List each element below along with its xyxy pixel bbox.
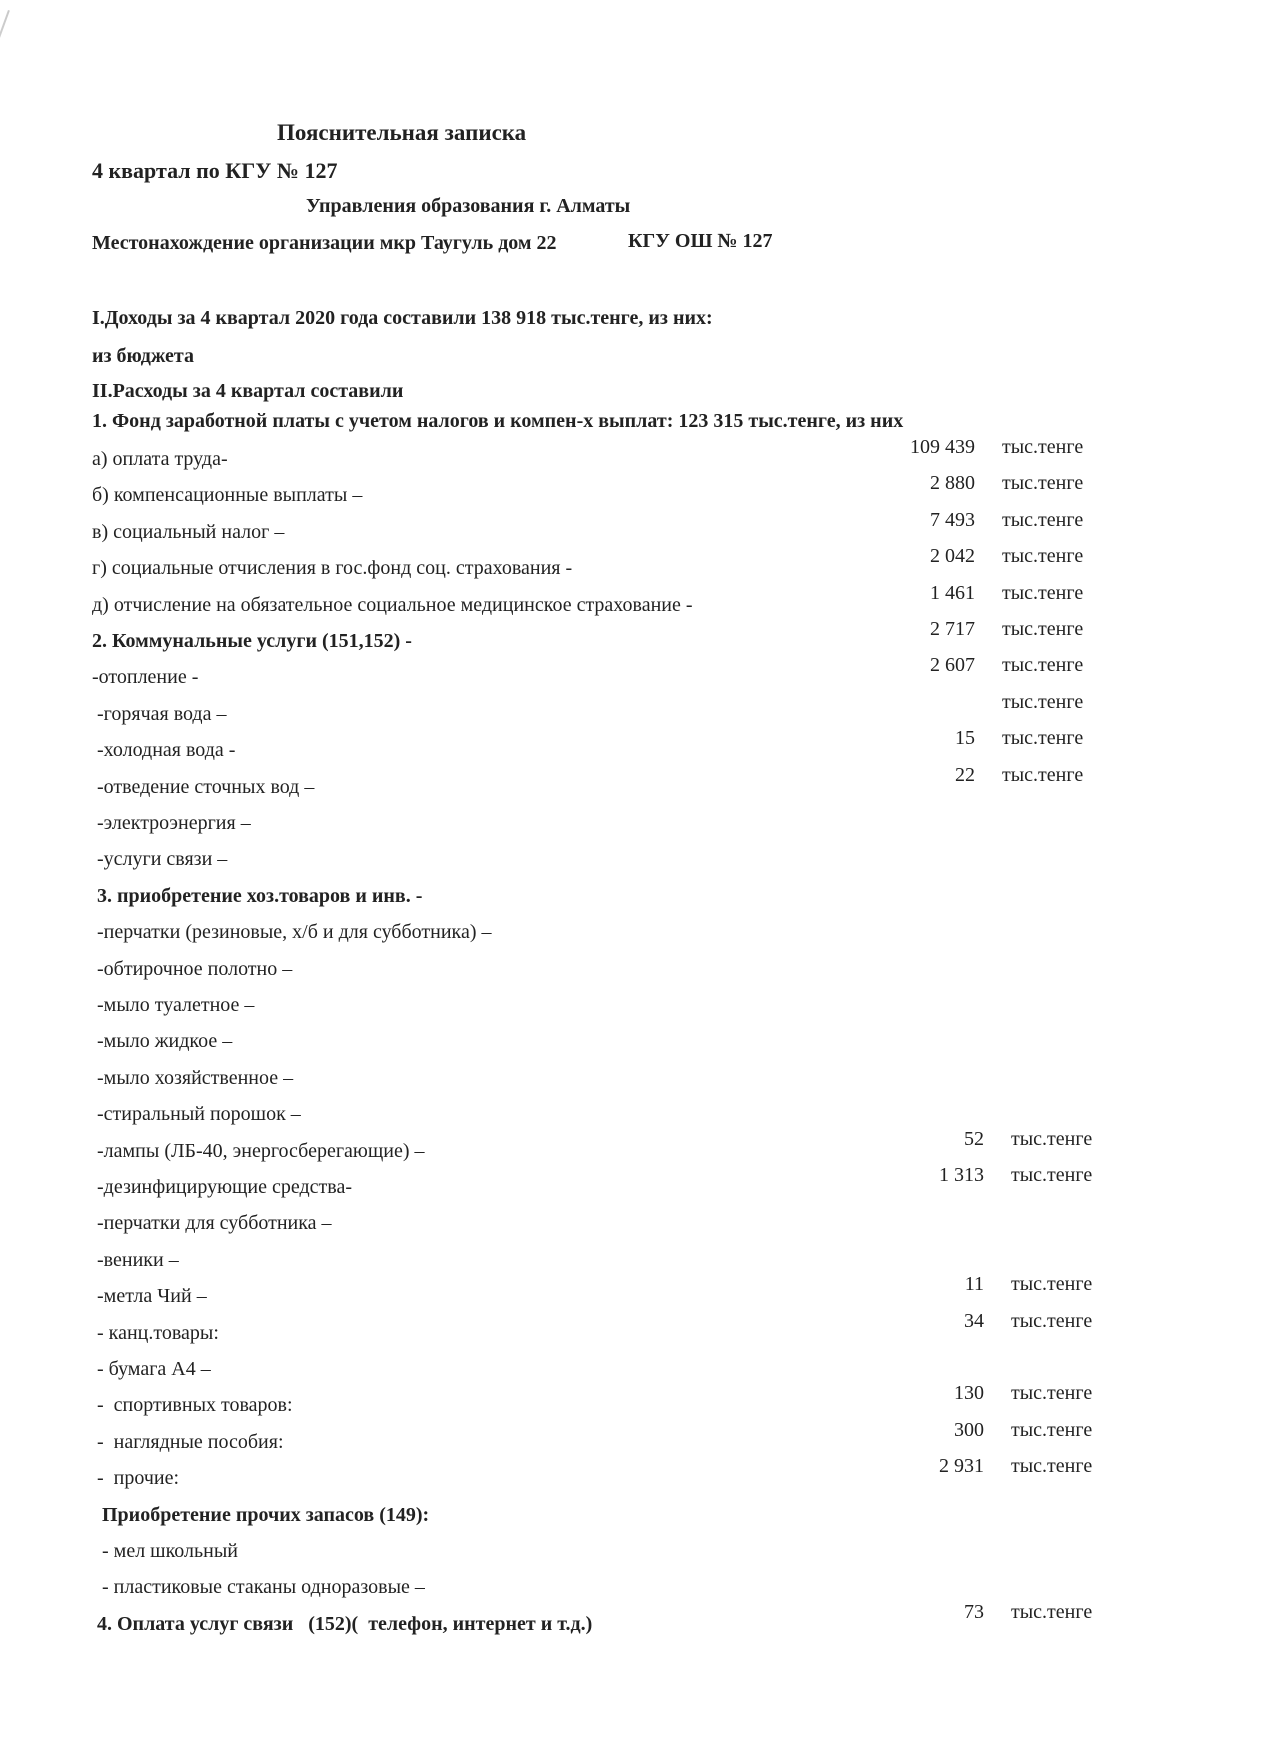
expense-value: 2 880 — [930, 472, 975, 494]
expense-value: 22 — [955, 764, 975, 786]
expense-value: 130 — [954, 1382, 984, 1404]
expense-label: - наглядные пособия: — [92, 1431, 284, 1453]
expense-label: - мел школьный — [92, 1540, 238, 1562]
expense-unit: тыс.тенге — [1002, 436, 1084, 458]
expense-value: 2 042 — [930, 545, 975, 567]
expense-value: 2 717 — [930, 618, 975, 640]
expense-value: 1 461 — [930, 582, 975, 604]
expense-label: - канц.товары: — [92, 1322, 219, 1344]
expense-value: 52 — [964, 1128, 984, 1150]
expense-label: -перчатки (резиновые, х/б и для субботника) – — [92, 921, 492, 943]
expense-unit: тыс.тенге — [1002, 691, 1084, 713]
expense-label: -метла Чий – — [92, 1285, 207, 1307]
expense-label: д) отчисление на обязательное социальное медицинское страхование - — [92, 594, 693, 616]
expense-label: -мыло туалетное – — [92, 994, 255, 1016]
expense-unit: тыс.тенге — [1011, 1128, 1093, 1150]
expense-unit: тыс.тенге — [1011, 1419, 1093, 1441]
expense-label: 4. Оплата услуг связи (152)( телефон, интернет и т.д.) — [92, 1613, 593, 1635]
expense-unit: тыс.тенге — [1002, 545, 1084, 567]
expense-unit: тыс.тенге — [1002, 472, 1084, 494]
expense-label: -мыло жидкое – — [92, 1030, 233, 1052]
expense-value: 2 931 — [939, 1455, 984, 1477]
expense-value: 15 — [955, 727, 975, 749]
expense-value: 2 607 — [930, 654, 975, 676]
expense-value: 7 493 — [930, 509, 975, 531]
expense-label: 2. Коммунальные услуги (151,152) - — [92, 630, 412, 652]
expense-label: -холодная вода - — [92, 739, 236, 761]
document-subtitle: 4 квартал по КГУ № 127 — [92, 158, 338, 183]
expense-label: -электроэнергия – — [92, 812, 251, 834]
expense-label: -дезинфицирующие средства- — [92, 1176, 352, 1198]
document-title: Пояснительная записка — [277, 120, 527, 145]
expense-value: 1 313 — [939, 1164, 984, 1186]
expense-label: -услуги связи – — [92, 848, 228, 870]
expense-unit: тыс.тенге — [1011, 1310, 1093, 1332]
expense-label: -перчатки для субботника – — [92, 1212, 332, 1234]
expense-unit: тыс.тенге — [1002, 509, 1084, 531]
expense-unit: тыс.тенге — [1002, 618, 1084, 640]
expense-label: в) социальный налог – — [92, 521, 285, 543]
expense-label: - прочие: — [92, 1467, 180, 1489]
expense-unit: тыс.тенге — [1011, 1164, 1093, 1186]
expense-value: 73 — [964, 1601, 984, 1623]
expense-unit: тыс.тенге — [1002, 654, 1084, 676]
payroll-heading: 1. Фонд заработной платы с учетом налогов и компен-х выплат: 123 315 тыс.тенге, из них — [92, 410, 904, 432]
expense-value: 34 — [964, 1310, 984, 1332]
department-name: Управления образования г. Алматы — [306, 195, 631, 217]
org-code: КГУ ОШ № 127 — [628, 230, 773, 252]
expense-unit: тыс.тенге — [1002, 764, 1084, 786]
location-line: Местонахождение организации мкр Таугуль дом 22 — [92, 232, 557, 254]
income-line: I.Доходы за 4 квартал 2020 года составили 138 918 тыс.тенге, из них: — [92, 307, 713, 329]
income-source: из бюджета — [92, 345, 195, 367]
expense-unit: тыс.тенге — [1011, 1273, 1093, 1295]
expense-label: -веники – — [92, 1249, 179, 1271]
expense-label: -отведение сточных вод – — [92, 776, 315, 798]
expense-label: -мыло хозяйственное – — [92, 1067, 294, 1089]
expense-label: -обтирочное полотно – — [92, 958, 293, 980]
expense-unit: тыс.тенге — [1011, 1382, 1093, 1404]
expense-label: - бумага А4 – — [92, 1358, 211, 1380]
expense-label: а) оплата труда- — [92, 448, 228, 470]
expense-label: -лампы (ЛБ-40, энергосберегающие) – — [92, 1140, 425, 1162]
expense-label: -стиральный порошок – — [92, 1103, 301, 1125]
expense-value: 11 — [964, 1273, 984, 1295]
expenses-heading: II.Расходы за 4 квартал составили — [92, 380, 404, 402]
expense-label: 3. приобретение хоз.товаров и инв. - — [92, 885, 423, 907]
expense-label: - спортивных товаров: — [92, 1394, 293, 1416]
expense-label: г) социальные отчисления в гос.фонд соц. страхования - — [92, 557, 573, 579]
expense-label: - пластиковые стаканы одноразовые – — [92, 1576, 425, 1598]
expense-unit: тыс.тенге — [1011, 1601, 1093, 1623]
scan-artifact — [0, 10, 10, 189]
expense-label: Приобретение прочих запасов (149): — [92, 1504, 430, 1526]
expense-unit: тыс.тенге — [1011, 1455, 1093, 1477]
expense-value: 109 439 — [910, 436, 975, 458]
expense-label: б) компенсационные выплаты – — [92, 484, 363, 506]
expense-label: -отопление - — [92, 666, 199, 688]
expense-unit: тыс.тенге — [1002, 727, 1084, 749]
expense-label: -горячая вода – — [92, 703, 227, 725]
expense-unit: тыс.тенге — [1002, 582, 1084, 604]
expense-value: 300 — [954, 1419, 984, 1441]
